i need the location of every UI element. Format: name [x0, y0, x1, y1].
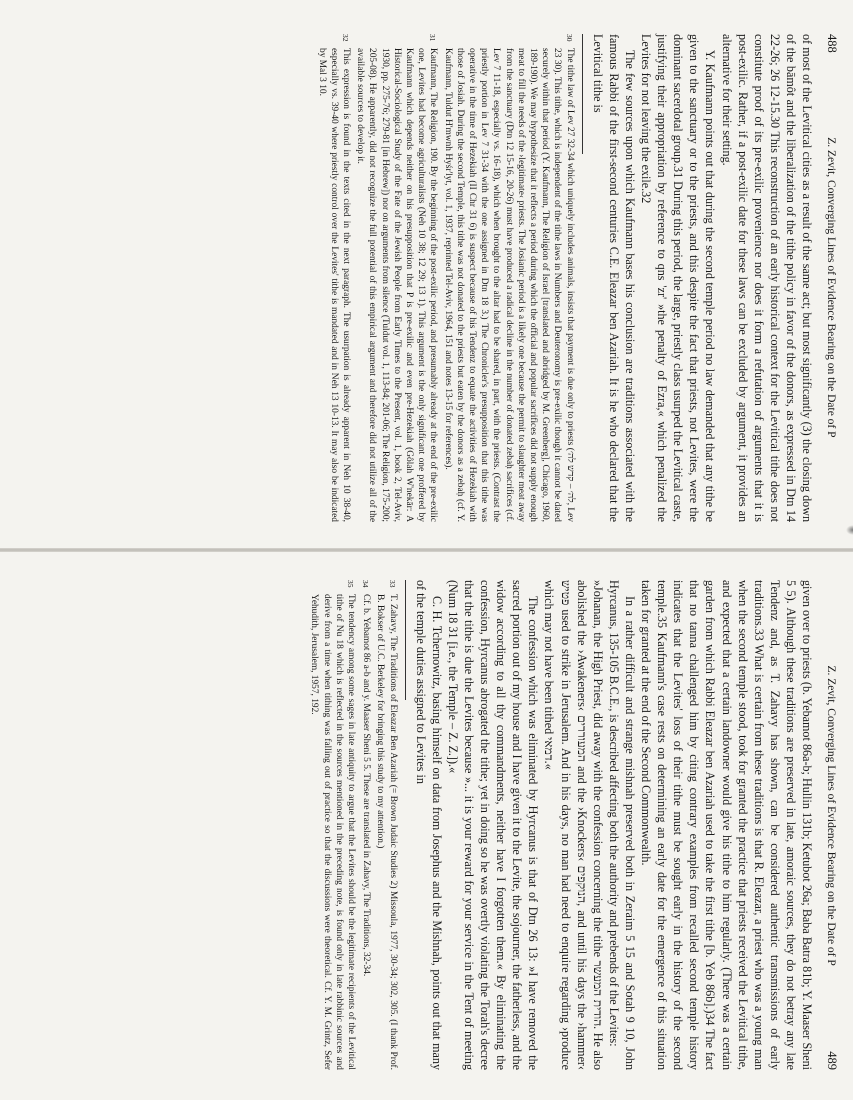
running-head: Z. Zevit, Converging Lines of Evidence Bearing on the Date of P: [825, 665, 837, 966]
footnotes: [308, 580, 398, 1070]
footnote-text: Kaufmann, The Religion, 190. By the beginning of the post-exilic period, and presumably already at the end of the pre-exilic one, Levites had become agriculturalists (Neh 10 38; 12 29; 13 1). This argument is the only significant one proffered by Kaufmann which depends neither on his presupposition that P is pre-exilic and even pre-Hezekiah (Gôlah W'nekār: A Historical-Sociological Study of the Fate of the Jewish People from Early Times to the Present, vol. 1, book 2, Tel-Aviv, 1930, pp. 275-76; 279-81 [in Hebrew]) nor on arguments from silence (Tuldut vol. 1, 113-84; 201-06; The Religion, 175-200; 205-08). He apparently, did not recognize the full potential of this empirical argument and therefore did not utilize all of the available sources to develop it.: [355, 48, 439, 522]
scan-speck: [846, 525, 853, 535]
footnote-number: 34: [361, 580, 371, 588]
page-number: 488: [825, 34, 839, 53]
footnote-text: Cf. b. Yebamot 86 a-b and y. Maaser Sheni 5 5. These are translated in Zahavy, The Traditions, 32-34.: [361, 594, 372, 977]
page-header: [821, 34, 839, 522]
page-header: [821, 580, 839, 1070]
footnote-text: The tithe law of Lev 27 32-34 which uniquely includes animals, insists that payment is due only to priests (לה׳ – קדש לה׳, Lev 23 30). This tithe, which is independent of the tithe laws in Numbers and Deuteronomy is pre-exilic though it cannot be dated securely within that period (Y. Kaufmann, The Religion of Israel [translated and abridged by M. Greenberg], Chicago, 1960, 189-190). We may hypothesize that it reflects a period during which the official and popular sacrifices did not supply enough meat to fill the needs of the ›legitimate‹ priests. The Josianic period is a likely one because the permit to slaughter meat away from the sanctuary (Dtn 12 15-16, 20-26) must have produced a radical decline in the number of donated zebaḥ sacrifices (cf. Lev 7 11-18, especially vs. 16-18), which when brought to the altar had to be shared, in part, with the priests. (Contrast the priestly portion in Lev 7 31-34 with the one assigned in Dtn 18 3.) The Chronicler's presupposition that this tithe was operative in the time of Hezekiah (II Chr 31 6) is suspect because of his Tendenz to equate the activities of Hezekiah with those of Josiah. During the second Temple, this tithe was not donated to the priests but eaten by the donors as a zebaḥ (cf. Y. Kaufmann, Tuldut H'mwnh Hyśr'lyt, vol. 1, 1937, reprinted Tel-Aviv, 1964, 151 and notes 13-15 for references).: [442, 48, 575, 522]
paragraph: Y. Kaufmann points out that during the second temple period no law demanded that any tithe be given to the sanctuary or to the priests, and this despite the fact that priests, not Levites, were the dominant sacerdotal group.31 During this period, the large, priestly class usurped the Levitical caste, justifying their appropriation by reference to qns 'zr' »the penalty of Ezra,« which penalized the Levites for not leaving the exile.32: [639, 34, 718, 522]
paragraph: In a rather difficult and strange mishnah preserved both in Zeraim 5 15 and Sotah 9 10, John Hyrcanus, 135-105 B.C.E., is described affecting both the authority and prebends of the Levites:: [606, 580, 637, 1070]
paragraph: The few sources upon which Kaufmann bases his conclusion are traditions associated with the famous Rabbi of the first-second centuries C.E. Eleazar ben Azariah. It is he who declared that the Levitical tithe is: [590, 34, 637, 522]
running-head: Z. Zevit, Converging Lines of Evidence Bearing on the Date of P: [825, 137, 837, 438]
footnote-number: 33: [387, 580, 397, 588]
footnote-text: The tendency among some sages in late antiquity to argue that the Levites should be the legitimate recipients of the Levitical tithe of Nu 18 which is reflected in the sources mentioned in the preceding note, is found only in late rabbinic sources and derive from a time when tithing was falling out of practice so that the discussions were theoretical. Cf. Y. M. Grintz, Sefer Yehudith, Jerusalem, 1957, 192.: [309, 594, 357, 1070]
footnote-rule: [582, 34, 583, 154]
footnote: [359, 580, 372, 1070]
footnote-text: T. Zahavy, The Traditions of Eleazar Ben Azariah (= Brown Judaic Studies 2) Missoula, 1977, 30-34; 302, 305. (I thank Prof. B. Bokser of U.C. Berkeley for bringing this study to my attention.): [375, 594, 398, 1070]
footnote-number: 30: [564, 34, 574, 42]
footnote-number: 31: [428, 34, 438, 42]
footnote-number: 32: [341, 34, 351, 42]
body-text: [590, 34, 815, 522]
footnotes: [315, 34, 575, 522]
paragraph: The confession which was eliminated by Hyrcanus is that of Dtn 26 13: »I have removed the sacred portion out of my house and I have given it to the Levite, the sojourner, the fatherless, and the widow according to all thy commandments, neither have I forgotten them.« By eliminating the confession, Hyrcanus abrogated the tithe; yet in doing so he was overtly violating the Torah's decree that the tithe is due the Levites because »... it is your reward for your service in the Tent of meeting (Num 18 31 [i.e., the Temple – Z. Z.]).«: [445, 580, 541, 1070]
paragraph: given over to priests (b. Yebamot 86a-b; Hullin 131b; Ketubot 26a; Baba Batra 81b; Y. Maaser Sheni 5 5). Although these traditions are preserved in late, amoraic sources, they do not betray any late Tendenz and, as T. Zahavy has shown, can be considered authentic transmissions of early traditions.33 What is certain from these traditions is that R. Eleazar, a priest who was a young man when the second temple stood, took for granted the practice that priests received the Levitical tithe, and expected that a certain landowner would give his tithe to him regularly. (There was a certain garden from which Rabbi Eleazar ben Azariah used to take the first tithe [b. Yeb 86b].)34 The fact that no tanna challenged him by citing contrary examples from recalled second temple history indicates that the Levites' loss of their tithe must be sought early in the history of the second temple.35 Kaufmann's case rests on determining an early date for the emergence of this situation taken for granted at the end of the Second Commonwealth.: [639, 580, 814, 1070]
page-right: [0, 550, 853, 1100]
footnote: [354, 34, 439, 522]
footnote: [441, 34, 575, 522]
block-quote: »Johanan, the High Priest, did away with the confession concerning the tithe ‏הודית המעשר‎. He also abolished the ›Awakeners‹ ‏המעוררים‎ and the ›Knockers‹ ‏הנוקפים‎, and until his days the ›hammer‹ ‏פטיש‎ used to strike in Jerusalem. And in his days, no man had need to enquire regarding ›produce which may not have been tithed ‏דמאי‎.«: [542, 580, 605, 1071]
footnote-text: This expression is found in the texts cited in the next paragraph. The usurpation is already apparent in Neh 10 38-40, especially vs. 39-40 where priestly control over the Levites' tithe is mandated and in Neh 13 10-13. It may also be indicated by Mal 3 10.: [316, 48, 352, 522]
footnote: [374, 580, 398, 1070]
footnote-rule: [405, 580, 406, 700]
page-number: 489: [825, 1051, 839, 1070]
footnote-number: 35: [346, 580, 356, 588]
body-text: [413, 580, 815, 1070]
footnote: [308, 580, 357, 1070]
paragraph: of most of the Levitical cities as a result of the same act; but most significantly (3) the closing down of the bāmôt and the liberalization of the tithe policy in favor of the donors, as expressed in Dtn 14 22-26; 26 12-15.30 This reconstruction of an early historical context for the Levitical tithe does not constitute proof of its pre-exilic provenience nor does it form a refutation of arguments that it is post-exilic. Rather, if a post-exilic date for these laws can be excluded by argument, it provides an alternative for their setting.: [719, 34, 814, 522]
paragraph: C. H. Tchernowitz, basing himself on data from Josephus and the Mishnah, points out that many of the temple duties assigned to Levites in: [413, 580, 444, 1070]
footnote: [315, 34, 352, 522]
